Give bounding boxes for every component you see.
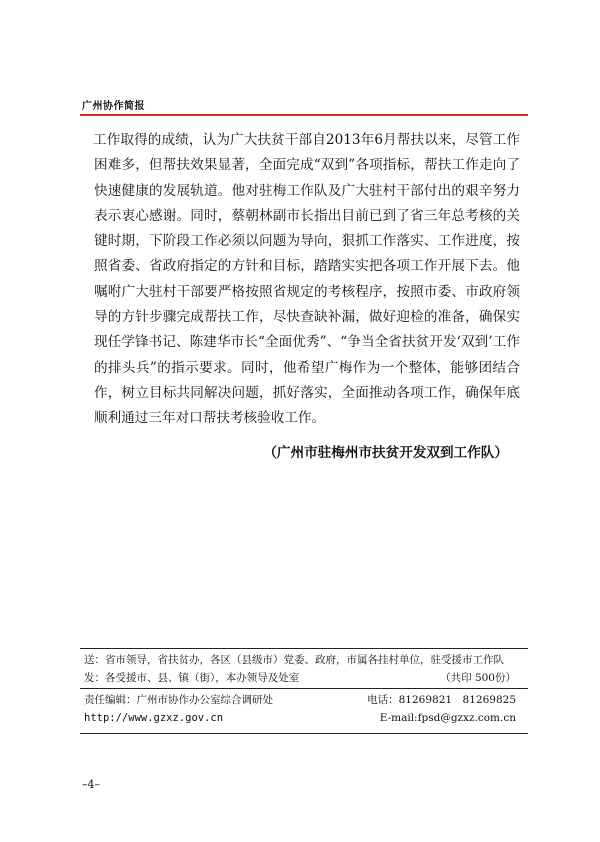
footer-middle-rule [80,688,528,689]
newsletter-title: 广州协作简报 [82,101,145,112]
page-number: –4– [82,778,100,791]
footer-top-rule [80,648,528,649]
header-red-rule [80,114,528,116]
website-link[interactable]: http://www.gzxz.gov.cn [84,712,224,724]
contact-phone: 电话：81269821 81269825 [367,694,516,706]
email-link[interactable]: E-mail:fpsd@gzxz.com.cn [379,712,516,724]
article-body [94,128,520,432]
article-signature: （广州市驻梅州市扶贫开发双到工作队） [263,445,508,461]
article-paragraph: 工作取得的成绩，认为广大扶贫干部自2013年6月帮扶以来，尽管工作困难多，但帮扶效果显著，全面完成“双到”各项指标，帮扶工作走向了快速健康的发展轨道。他对驻梅工作队及广大驻村干部付出的艰辛努力表示衷心感谢。同时，蔡朝林副市长指出目前已到了省三年总考核的关键时期，下阶段工作必须以问题为导向，狠抓工作落实、工作进度，按照省委、省政府指定的方针和目标，踏踏实实把各项工作开展下去。他嘱咐广大驻村干部要严格按照省规定的考核程序，按照市委、市政府领导的方针步骤完成帮扶工作，尽快查缺补漏，做好迎检的准备，确保实现任学锋书记、陈建华市长“全面优秀”、“争当全省扶贫开发‘双到’工作的排头兵”的指示要求。同时，他希望广梅作为一个整体，能够团结合作，树立目标共同解决问题，抓好落实，全面推动各项工作，确保年底顺利通过三年对口帮扶考核验收工作。 [93,132,520,427]
responsible-editor: 责任编辑：广州市协作办公室综合调研处 [84,694,273,706]
print-count: （共印 500份） [440,672,516,684]
distribution-line-1: 送：省市领导，省扶贫办，各区（县级市）党委、政府，市属各挂村单位，驻受援市工作队 [84,654,504,666]
distribution-line-2: 发：各受援市、县、镇（街），本办领导及处室 [84,672,300,684]
footer-bottom-rule [80,733,528,734]
